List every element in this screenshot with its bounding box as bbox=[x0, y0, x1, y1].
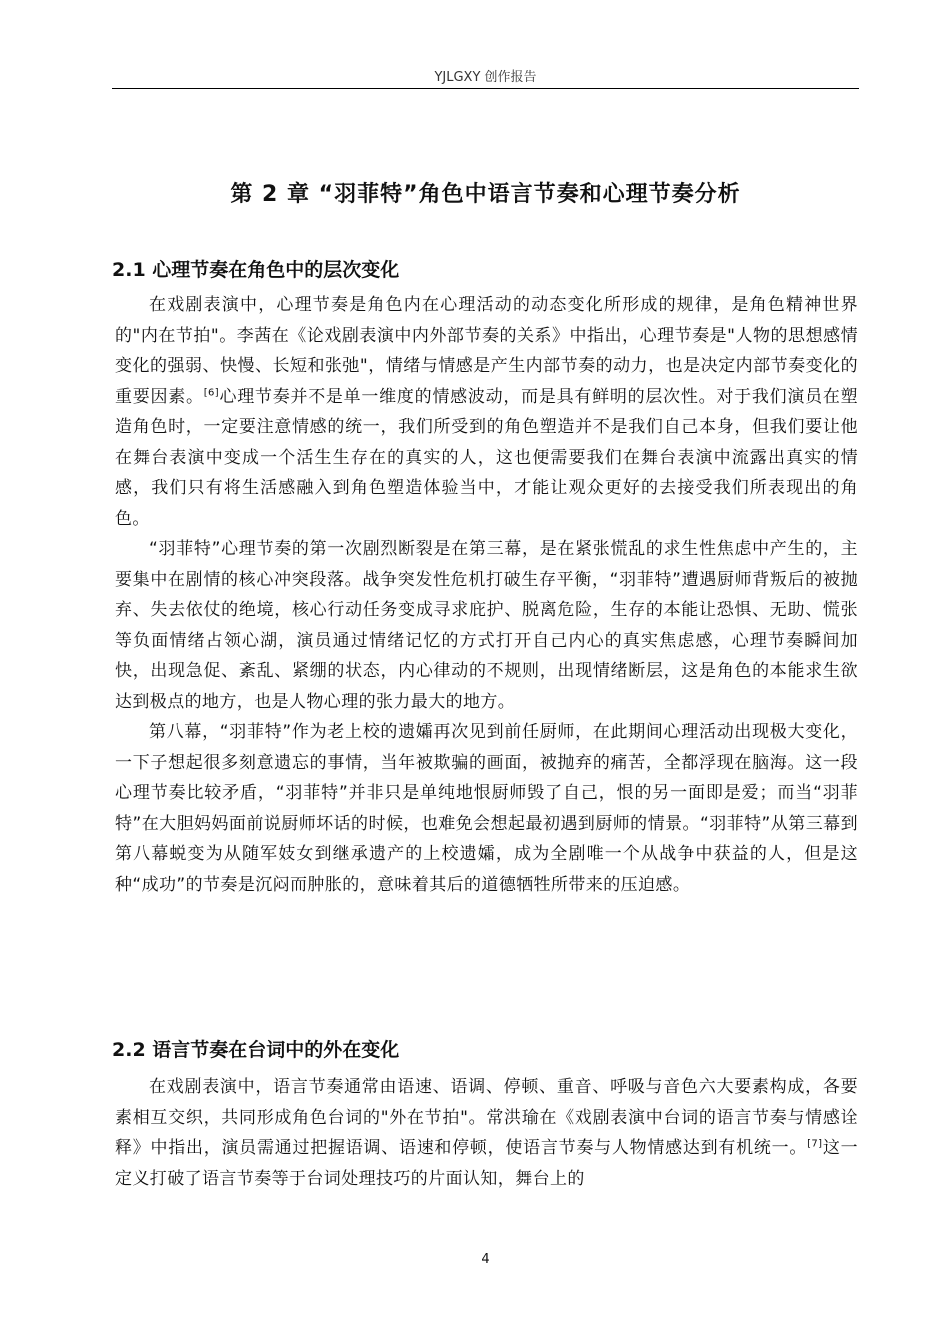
running-header: YJLGXY 创作报告 bbox=[434, 70, 537, 85]
section-heading-2-1: 2.1 心理节奏在角色中的层次变化 bbox=[112, 259, 400, 281]
paragraph bbox=[115, 290, 858, 534]
section-2-1-body bbox=[115, 290, 858, 900]
paragraph-text: 这一定义打破了语言节奏等于台词处理技巧的片面认知，舞台上的 bbox=[115, 1138, 858, 1189]
section-heading-2-2: 2.2 语言节奏在台词中的外在变化 bbox=[112, 1039, 400, 1061]
section-2-2-body bbox=[115, 1072, 858, 1194]
paragraph: “羽菲特”心理节奏的第一次剧烈断裂是在第三幕，是在紧张慌乱的求生性焦虑中产生的，主要集中在剧情的核心冲突段落。战争突发性危机打破生存平衡，“羽菲特”遭遇厨师背叛后的被抛弃、失去依仗的绝境，核心行动任务变成寻求庇护、脱离危险，生存的本能让恐惧、无助、慌张等负面情绪占领心湖，演员通过情绪记忆的方式打开自己内心的真实焦虑感，心理节奏瞬间加快，出现急促、紊乱、紧绷的状态，内心律动的不规则，出现情绪断层，这是角色的本能求生欲达到极点的地方，也是人物心理的张力最大的地方。 bbox=[115, 539, 858, 712]
paragraph-text: 在戏剧表演中，语言节奏通常由语速、语调、停顿、重音、呼吸与音色六大要素构成，各要素相互交织，共同形成角色台词的"外在节拍"。常洪瑜在《戏剧表演中台词的语言节奏与情感诠释》中指出，演员需通过把握语调、语速和停顿，使语言节奏与人物情感达到有机统一。 bbox=[115, 1077, 858, 1158]
citation-marker: [6] bbox=[203, 386, 220, 398]
paragraph-text: 在戏剧表演中，心理节奏是角色内在心理活动的动态变化所形成的规律，是角色精神世界的"内在节拍"。李茜在《论戏剧表演中内外部节奏的关系》中指出，心理节奏是"人物的思想感情变化的强弱、快慢、长短和张弛"，情绪与情感是产生内部节奏的动力，也是决定内部节奏变化的重要因素。 bbox=[115, 295, 858, 407]
paragraph: 第八幕，“羽菲特”作为老上校的遗孀再次见到前任厨师，在此期间心理活动出现极大变化，一下子想起很多刻意遗忘的事情，当年被欺骗的画面，被抛弃的痛苦，全都浮现在脑海。这一段心理节奏比较矛盾，“羽菲特”并非只是单纯地恨厨师毁了自己，恨的另一面即是爱；而当“羽菲特”在大胆妈妈面前说厨师坏话的时候，也难免会想起最初遇到厨师的情景。“羽菲特”从第三幕到第八幕蜕变为从随军妓女到继承遗产的上校遗孀，成为全剧唯一个从战争中获益的人，但是这种“成功”的节奏是沉闷而肿胀的，意味着其后的道德牺牲所带来的压迫感。 bbox=[115, 722, 858, 895]
header-divider bbox=[112, 88, 859, 89]
citation-marker: [7] bbox=[807, 1138, 823, 1150]
paragraph bbox=[115, 1072, 858, 1194]
page-number: 4 bbox=[481, 1252, 490, 1267]
chapter-title: 第 2 章 “羽菲特”角色中语言节奏和心理节奏分析 bbox=[230, 182, 741, 207]
paragraph-text: 心理节奏并不是单一维度的情感波动，而是具有鲜明的层次性。对于我们演员在塑造角色时，一定要注意情感的统一，我们所受到的角色塑造并不是我们自己本身，但我们要让他在舞台表演中变成一个活生生存在的真实的人，这也便需要我们在舞台表演中流露出真实的情感，我们只有将生活感融入到角色塑造体验当中，才能让观众更好的去接受我们所表现出的角色。 bbox=[115, 386, 858, 529]
